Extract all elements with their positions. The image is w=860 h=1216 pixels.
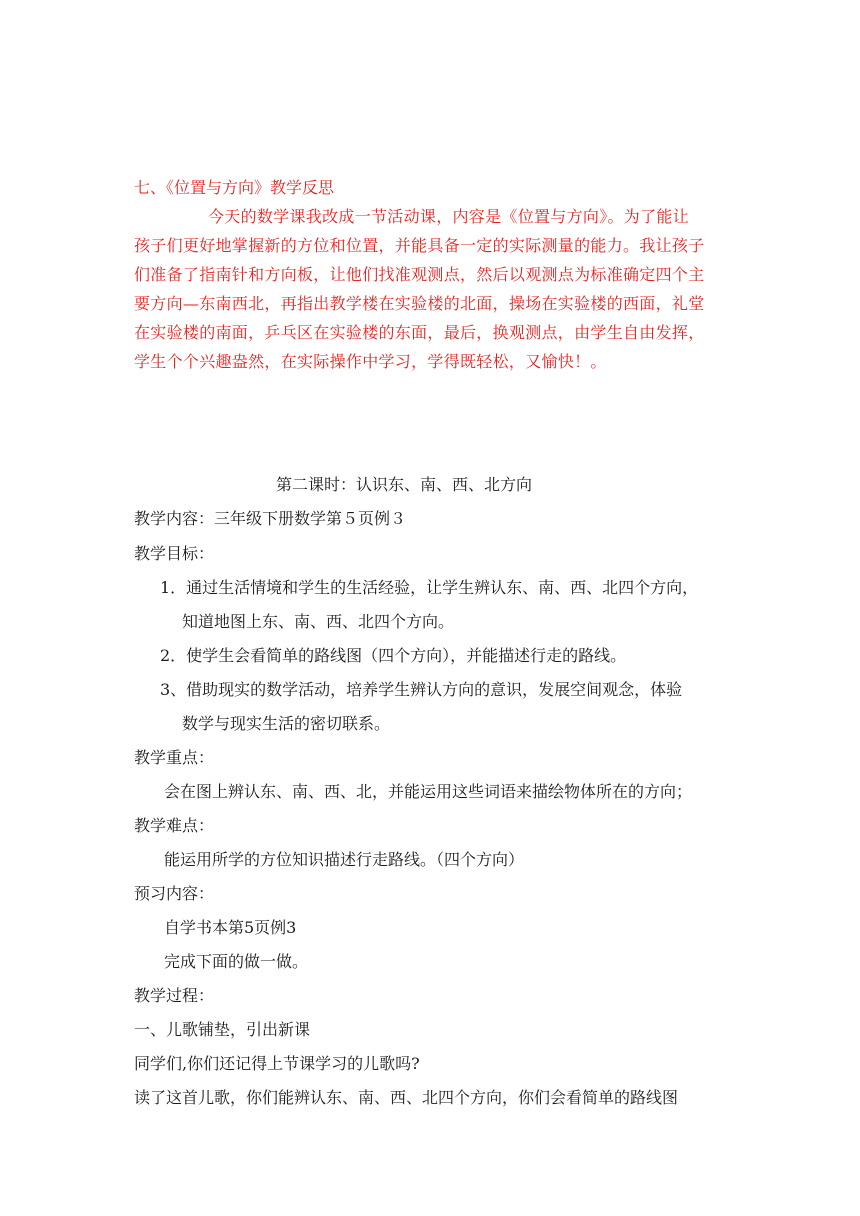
preview-item-2: 完成下面的做一做。 bbox=[164, 952, 309, 971]
last-line: 读了这首儿歌，你们能辨认东、南、西、北四个方向，你们会看简单的路线图 bbox=[134, 1088, 679, 1107]
reflection-line-3: 们准备了指南针和方向板，让他们找准观测点，然后以观测点为标准确定四个主 bbox=[134, 265, 705, 284]
reflection-line-1: 今天的数学课我改成一节活动课，内容是《位置与方向》。为了能让 bbox=[208, 207, 690, 226]
process-label: 教学过程： bbox=[134, 986, 215, 1005]
preview-item-1: 自学书本第5页例3 bbox=[164, 918, 297, 937]
preview-label: 预习内容： bbox=[134, 884, 215, 903]
section-1-heading: 一、儿歌铺垫，引出新课 bbox=[134, 1020, 311, 1039]
difficulty-label: 教学难点： bbox=[134, 816, 215, 835]
goals-label: 教学目标： bbox=[134, 544, 215, 563]
lesson-heading: 第二课时：认识东、南、西、北方向 bbox=[276, 475, 533, 494]
reflection-line-5: 在实验楼的南面，乒乓区在实验楼的东面，最后，换观测点，由学生自由发挥， bbox=[134, 323, 705, 342]
reflection-line-4: 要方向—东南西北，再指出教学楼在实验楼的北面，操场在实验楼的西面，礼堂 bbox=[134, 294, 705, 313]
key-points-label: 教学重点： bbox=[134, 748, 215, 767]
goal-2: 2．使学生会看简单的路线图（四个方向），并能描述行走的路线。 bbox=[160, 646, 627, 665]
goal-1-line-2: 知道地图上东、南、西、北四个方向。 bbox=[182, 612, 455, 631]
question-line: 同学们,你们还记得上节课学习的儿歌吗? bbox=[134, 1054, 420, 1073]
key-points-text: 会在图上辨认东、南、西、北，并能运用这些词语来描绘物体所在的方向； bbox=[164, 782, 693, 801]
reflection-line-6: 学生个个兴趣盎然，在实际操作中学习，学得既轻松，又愉快！。 bbox=[134, 352, 607, 371]
reflection-title: 七、《位置与方向》教学反思 bbox=[134, 178, 335, 197]
goal-3-line-2: 数学与现实生活的密切联系。 bbox=[182, 714, 391, 733]
reflection-line-2: 孩子们更好地掌握新的方位和位置，并能具备一定的实际测量的能力。我让孩子 bbox=[134, 236, 705, 255]
lesson-content: 教学内容：三年级下册数学第５页例３ bbox=[134, 509, 407, 528]
goal-3-line-1: 3、借助现实的数学活动，培养学生辨认方向的意识，发展空间观念，体验 bbox=[160, 680, 683, 699]
difficulty-text: 能运用所学的方位知识描述行走路线。（四个方向） bbox=[164, 850, 525, 869]
goal-1-line-1: 1．通过生活情境和学生的生活经验，让学生辨认东、南、西、北四个方向， bbox=[160, 578, 699, 597]
